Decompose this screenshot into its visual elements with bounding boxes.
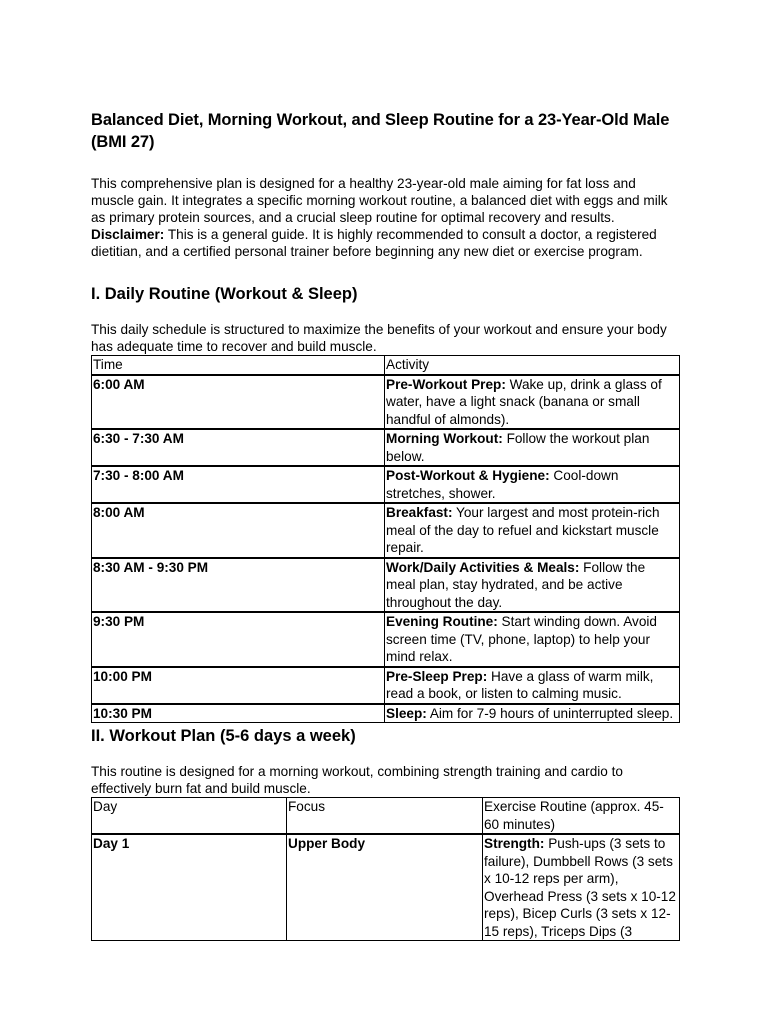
- header-exercise-routine: Exercise Routine (approx. 45-60 minutes): [483, 798, 680, 835]
- table-row: [92, 704, 680, 723]
- row-activity-label: Sleep:: [386, 705, 427, 721]
- row-time: 8:30 AM - 9:30 PM: [93, 559, 209, 575]
- workout-plan-table: [91, 797, 680, 941]
- row-time: 10:00 PM: [93, 668, 152, 684]
- table-row: [92, 466, 680, 503]
- row-activity-text: Wake up, drink a glass of water, have a light snack (banana or small handful of almonds).: [386, 376, 662, 427]
- document-page: [91, 109, 679, 941]
- row-activity-label: Work/Daily Activities & Meals:: [386, 559, 580, 575]
- row-activity-text: Cool-down stretches, shower.: [386, 468, 619, 501]
- section-heading-workout-plan: II. Workout Plan (5-6 days a week): [91, 727, 356, 745]
- row-time: 10:30 PM: [93, 705, 152, 721]
- row-time: 9:30 PM: [93, 614, 145, 629]
- daily-routine-table: [91, 355, 680, 723]
- row-activity-text: Follow the workout plan below.: [386, 431, 650, 464]
- disclaimer-text: This is a general guide. It is highly recommended to consult a doctor, a registered dietitian, and a certified personal trainer before beginning any new diet or exercise program.: [91, 227, 657, 259]
- row-time: 6:00 AM: [93, 376, 145, 392]
- row-activity-text: Follow the meal plan, stay hydrated, and be active throughout the day.: [386, 559, 646, 610]
- table-row: [92, 503, 680, 558]
- workout-plan-lead: This routine is designed for a morning workout, combining strength training and cardio to effectively burn fat and build muscle.: [91, 764, 623, 796]
- table-row: [92, 375, 680, 430]
- table-row: [92, 612, 680, 667]
- table-header-row: [92, 798, 680, 835]
- row-activity-text: Have a glass of warm milk, read a book, or listen to calming music.: [386, 668, 654, 701]
- table-header-row: [92, 356, 680, 375]
- row-activity-label: Evening Routine:: [386, 614, 498, 629]
- row-activity-label: Morning Workout:: [386, 431, 503, 446]
- header-focus: Focus: [287, 798, 483, 835]
- row-time: 8:00 AM: [93, 505, 145, 520]
- intro-paragraph: [91, 175, 679, 260]
- table-row: [92, 429, 680, 466]
- table-row: [92, 667, 680, 704]
- header-activity: Activity: [385, 356, 680, 375]
- row-day: Day 1: [93, 836, 130, 851]
- row-time: 7:30 - 8:00 AM: [93, 468, 184, 483]
- row-exercise-label: Strength:: [484, 836, 545, 851]
- row-activity-text: Your largest and most protein-rich meal of the day to refuel and kickstart muscle repair.: [386, 505, 660, 555]
- document-title: Balanced Diet, Morning Workout, and Sleep Routine for a 23-Year-Old Male (BMI 27): [91, 111, 670, 151]
- row-activity-label: Pre-Sleep Prep:: [386, 668, 488, 684]
- row-activity-label: Pre-Workout Prep:: [386, 376, 506, 392]
- daily-routine-lead: This daily schedule is structured to maximize the benefits of your workout and ensure your body has adequate time to recover and build muscle.: [91, 322, 667, 354]
- section-heading-daily-routine: I. Daily Routine (Workout & Sleep): [91, 285, 358, 303]
- header-time: Time: [92, 356, 385, 375]
- row-activity-text: Start winding down. Avoid screen time (TV, phone, laptop) to help your mind relax.: [386, 614, 657, 664]
- intro-text: This comprehensive plan is designed for a healthy 23-year-old male aiming for fat loss and muscle gain. It integrates a specific morning workout routine, a balanced diet with eggs and milk as primary protein sources, and a crucial sleep routine for optimal recovery and results.: [91, 176, 668, 225]
- row-time: 6:30 - 7:30 AM: [93, 431, 184, 446]
- row-activity-label: Post-Workout & Hygiene:: [386, 468, 550, 483]
- row-exercise-text: Push-ups (3 sets to failure), Dumbbell Rows (3 sets x 10-12 reps per arm), Overhead Press (3 sets x 10-12 reps), Bicep Curls (3 sets x 12-15 reps), Triceps Dips (3: [484, 836, 676, 939]
- table-row: [92, 558, 680, 613]
- row-focus: Upper Body: [288, 836, 366, 851]
- disclaimer-label: Disclaimer:: [91, 227, 165, 242]
- row-activity-label: Breakfast:: [386, 505, 453, 520]
- header-day: Day: [92, 798, 287, 835]
- table-row: [92, 834, 680, 941]
- row-activity-text: Aim for 7-9 hours of uninterrupted sleep.: [426, 705, 674, 721]
